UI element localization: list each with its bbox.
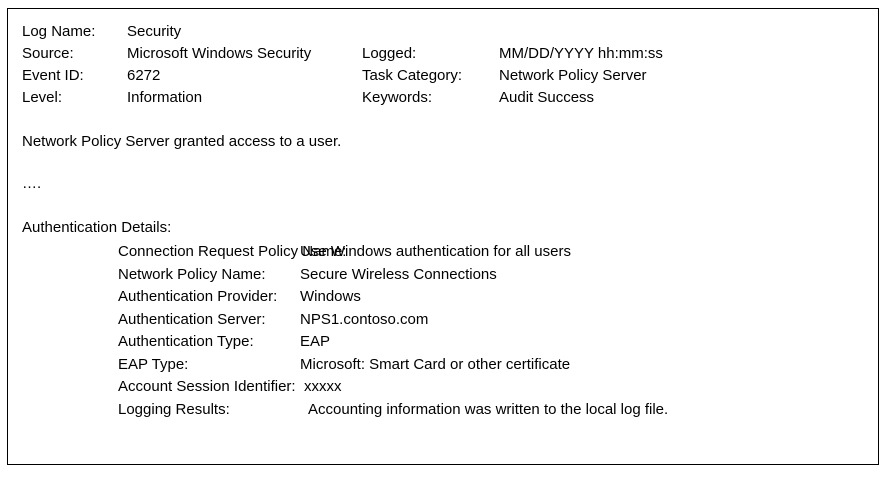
detail-row xyxy=(22,241,864,264)
event-header-block xyxy=(22,21,864,109)
detail-row xyxy=(22,399,864,422)
task-category-value: Network Policy Server xyxy=(499,67,647,84)
detail-value: EAP xyxy=(300,333,331,350)
detail-key: Account Session Identifier: xyxy=(118,378,296,395)
logged-label: Logged: xyxy=(362,45,417,62)
detail-value: NPS1.contoso.com xyxy=(300,310,429,328)
event-id-label: Event ID: xyxy=(22,67,84,84)
spacer xyxy=(22,109,864,131)
source-label: Source: xyxy=(22,45,74,62)
source-value: Microsoft Windows Security xyxy=(127,45,312,62)
level-label: Level: xyxy=(22,89,63,106)
authentication-details-list xyxy=(22,241,864,421)
detail-value: Use Windows authentication for all users xyxy=(300,243,571,260)
event-ellipsis: …. xyxy=(22,175,42,192)
event-header-row xyxy=(22,87,864,109)
detail-row xyxy=(22,354,864,377)
spacer xyxy=(22,195,864,217)
detail-row xyxy=(22,286,864,309)
event-header-row xyxy=(22,21,864,43)
detail-key: Authentication Provider: xyxy=(118,288,278,305)
detail-value: Windows xyxy=(300,288,361,305)
detail-key: EAP Type: xyxy=(118,355,189,373)
log-name-value: Security xyxy=(127,23,182,40)
detail-key: Network Policy Name: xyxy=(118,265,266,283)
event-description: Network Policy Server granted access to a user. xyxy=(22,133,342,150)
authentication-details-heading: Authentication Details: xyxy=(22,219,172,236)
detail-row xyxy=(22,264,864,287)
detail-key: Authentication Type: xyxy=(118,333,254,350)
detail-row xyxy=(22,331,864,354)
task-category-label: Task Category: xyxy=(362,67,463,84)
detail-value: Microsoft: Smart Card or other certificate xyxy=(300,355,571,373)
keywords-value: Audit Success xyxy=(499,89,595,106)
detail-key: Connection Request Policy Name: xyxy=(118,243,347,260)
spacer xyxy=(22,153,864,173)
level-value: Information xyxy=(127,89,203,106)
detail-value: Accounting information was written to the local log file. xyxy=(308,400,669,418)
detail-key: Authentication Server: xyxy=(118,310,266,328)
event-id-value: 6272 xyxy=(127,67,161,84)
detail-value: Secure Wireless Connections xyxy=(300,265,497,283)
event-header-row xyxy=(22,43,864,65)
detail-row xyxy=(22,376,864,399)
event-log-details-card xyxy=(7,8,879,465)
logged-value: MM/DD/YYYY hh:mm:ss xyxy=(499,45,663,62)
keywords-label: Keywords: xyxy=(362,89,433,106)
log-name-label: Log Name: xyxy=(22,23,96,40)
detail-row xyxy=(22,309,864,332)
detail-value: xxxxx xyxy=(304,378,342,395)
detail-key: Logging Results: xyxy=(118,400,230,418)
event-header-row xyxy=(22,65,864,87)
